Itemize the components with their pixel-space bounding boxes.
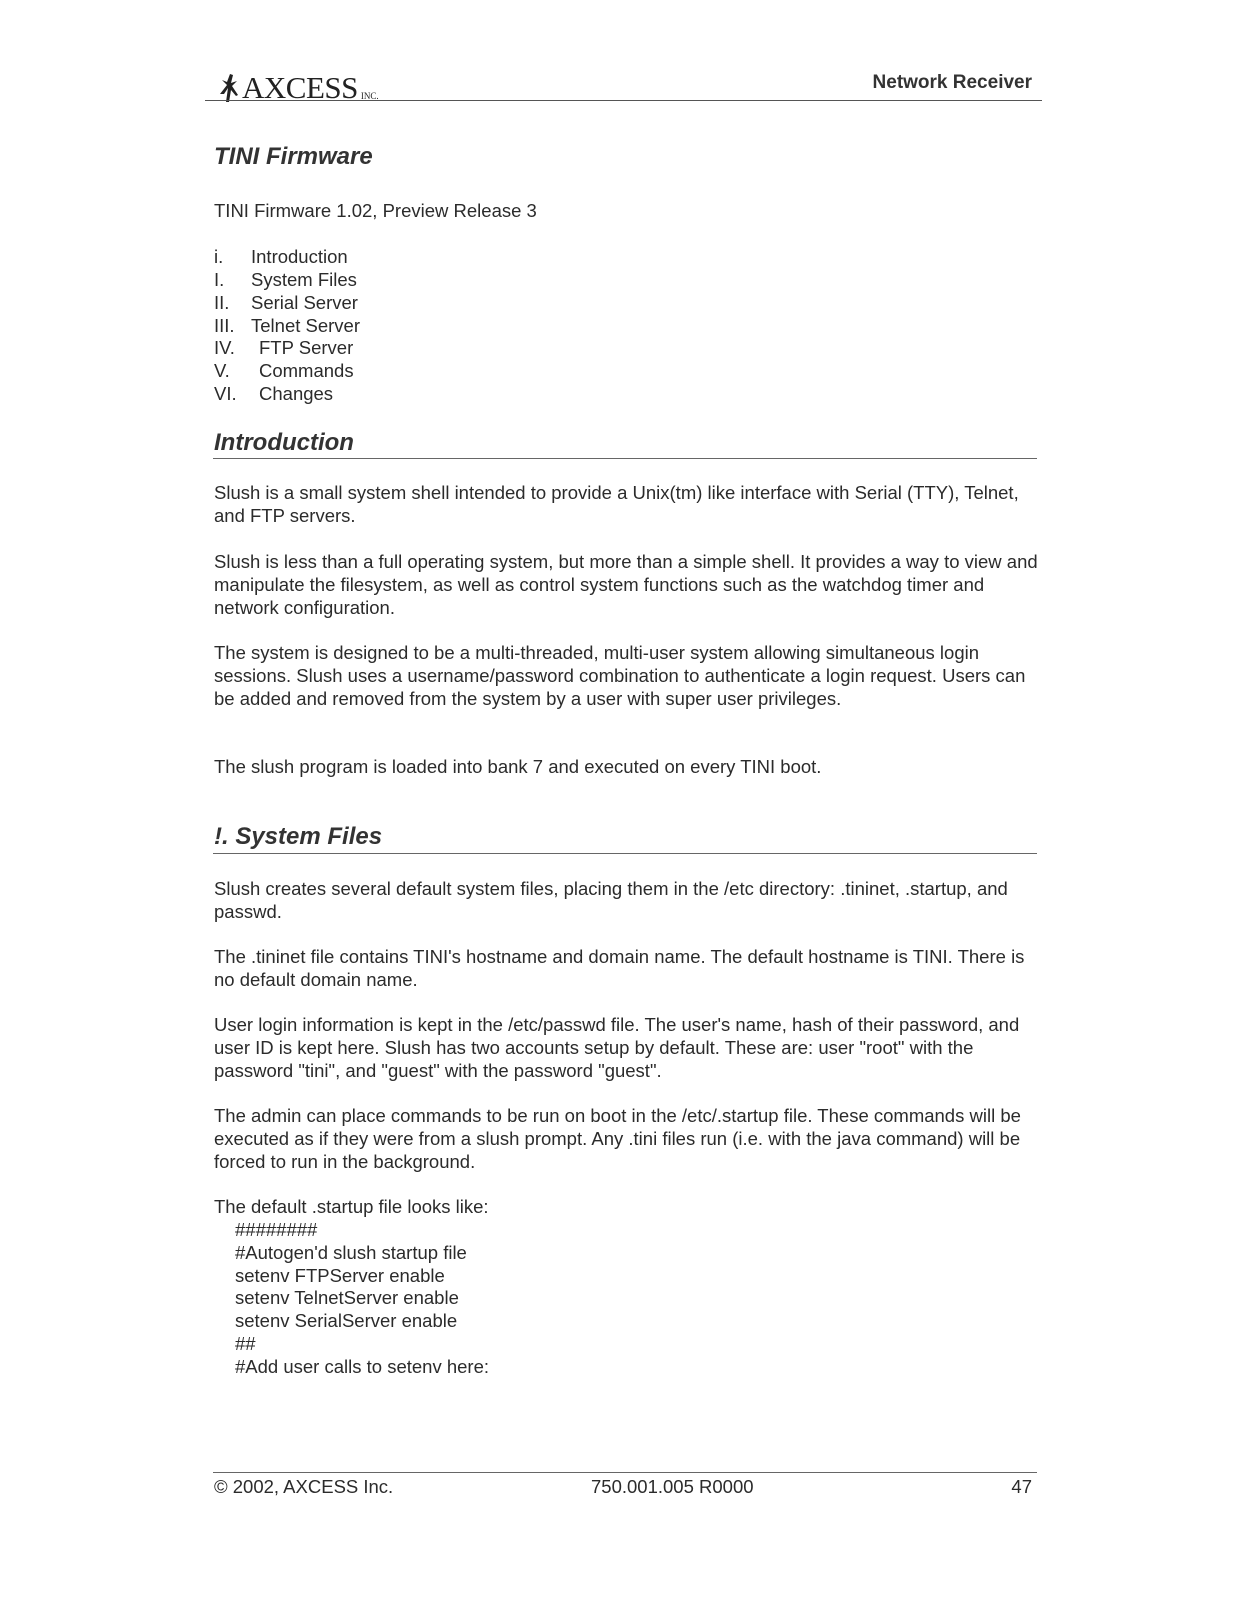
toc-number: I. xyxy=(214,269,225,290)
system-files-paragraph: The default .startup file looks like: xyxy=(214,1196,489,1217)
footer-doc-number: 750.001.005 R0000 xyxy=(591,1476,754,1497)
code-line: #Add user calls to setenv here: xyxy=(235,1355,490,1377)
toc-number: i. xyxy=(214,246,224,267)
code-line: setenv TelnetServer enable xyxy=(235,1287,459,1309)
startup-code-block xyxy=(235,1219,489,1379)
system-files-divider xyxy=(213,853,1037,854)
firmware-release: TINI Firmware 1.02, Preview Release 3 xyxy=(214,200,537,221)
header-divider xyxy=(205,100,1042,101)
toc-label: System Files xyxy=(251,269,357,290)
toc-label: Telnet Server xyxy=(251,315,360,336)
footer-copyright: © 2002, AXCESS Inc. xyxy=(214,1476,394,1497)
toc-label: Changes xyxy=(259,383,334,404)
toc-number: II. xyxy=(214,292,230,313)
header-title: Network Receiver xyxy=(872,72,1032,93)
toc-number: III. xyxy=(214,315,235,336)
footer-divider xyxy=(213,1472,1037,1473)
logo-text: AXCESS xyxy=(242,70,358,105)
toc-label: Serial Server xyxy=(251,292,358,313)
introduction-divider xyxy=(213,458,1037,459)
toc-label: Introduction xyxy=(251,246,348,267)
logo-suffix: INC. xyxy=(360,91,379,101)
system-files-paragraph: The .tininet file contains TINI's hostname and domain name. The default hostname is TINI. There is no default domain name. xyxy=(214,946,1025,990)
table-of-contents xyxy=(214,246,514,406)
intro-paragraph: Slush is a small system shell intended to provide a Unix(tm) like interface with Serial (TTY), Telnet, and FTP servers. xyxy=(214,482,1019,526)
code-line: ## xyxy=(235,1332,256,1354)
toc-number: V. xyxy=(214,360,230,381)
system-files-paragraph: The admin can place commands to be run on boot in the /etc/.startup file. These commands will be executed as if they were from a slush prompt. Any .tini files run (i.e. with the java command) will be forced to run in the background. xyxy=(214,1105,1021,1172)
toc-number: IV. xyxy=(214,337,235,358)
company-logo xyxy=(216,70,379,104)
intro-paragraph: The system is designed to be a multi-threaded, multi-user system allowing simultaneous login sessions. Slush uses a username/password combination to authenticate a login request. Users can be added and removed from the system by a user with super user privileges. xyxy=(214,642,1026,709)
code-line: setenv FTPServer enable xyxy=(235,1264,445,1286)
introduction-heading: Introduction xyxy=(214,429,354,456)
code-line: #Autogen'd slush startup file xyxy=(235,1241,467,1263)
footer-page-number: 47 xyxy=(1011,1476,1032,1497)
intro-paragraph: Slush is less than a full operating system, but more than a simple shell. It provides a way to view and manipulate the filesystem, as well as control system functions such as the watchdog timer and network configuration. xyxy=(214,551,1038,618)
toc-label: Commands xyxy=(259,360,354,381)
code-line: setenv SerialServer enable xyxy=(235,1310,458,1332)
system-files-heading: !. System Files xyxy=(214,823,383,850)
firmware-heading: TINI Firmware xyxy=(214,143,373,170)
toc-number: VI. xyxy=(214,383,237,404)
code-line: ######## xyxy=(235,1219,318,1240)
system-files-paragraph: Slush creates several default system files, placing them in the /etc directory: .tininet, .startup, and passwd. xyxy=(214,878,1008,922)
system-files-paragraph: User login information is kept in the /etc/passwd file. The user's name, hash of their password, and user ID is kept here. Slush has two accounts setup by default. These are: user "root" with the password "tini", and "guest" with the password "guest". xyxy=(214,1014,1020,1081)
toc-label: FTP Server xyxy=(259,337,354,358)
intro-paragraph: The slush program is loaded into bank 7 and executed on every TINI boot. xyxy=(214,756,822,777)
